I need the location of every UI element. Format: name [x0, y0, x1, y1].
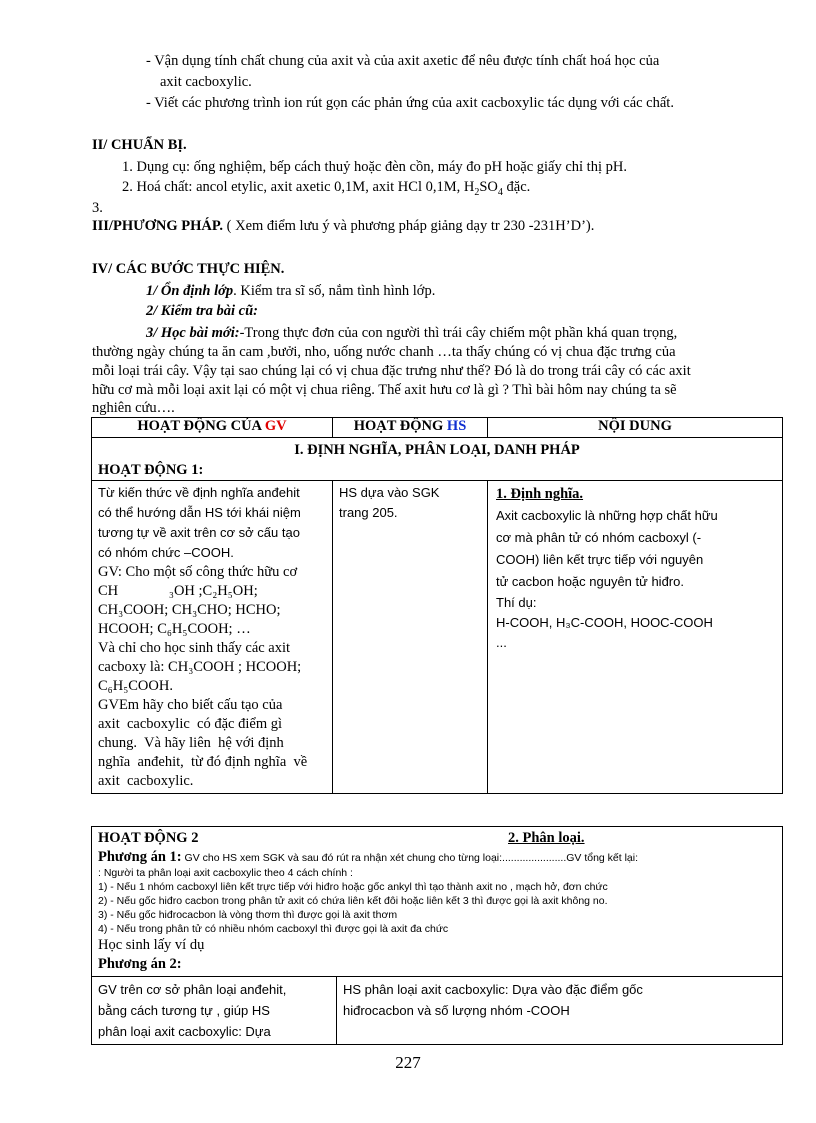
prep-item-3: 3. [92, 200, 103, 216]
gv-line: GVEm hãy cho biết cấu tạo của [98, 697, 283, 713]
option-1: Phương án 1: GV cho HS xem SGK và sau đó rút ra nhận xét chung cho từng loại:......................GV tổng kết lại: [98, 849, 639, 865]
gv-line: HCOOH; C₆H₅COOH; … [98, 621, 251, 637]
hs-line: trang 205. [339, 505, 398, 520]
header-gv: HOẠT ĐỘNG CỦA GV [92, 418, 333, 438]
content-line: COOH) liên kết trực tiếp với nguyên [496, 552, 704, 567]
hs-classification-cell [337, 977, 783, 1045]
content-line: Axit cacboxylic là những hợp chất hữu [496, 508, 718, 523]
hs-activity-cell [333, 481, 488, 794]
activity-table-1 [91, 417, 783, 794]
gv-line: CH₃COOH; CH₃CHO; HCHO; [98, 602, 281, 618]
gv-line: phân loại axit cacboxylic: Dựa [98, 1024, 271, 1039]
header-content: NỘI DUNG [488, 418, 783, 438]
gv-line: CH ₃OH ;C₂H₅OH; [98, 583, 258, 599]
hs-line: hiđrocacbon và số lượng nhóm -COOH [343, 1003, 570, 1018]
step-3: 3/ Học bài mới:-Trong thực đơn của con người thì trái cây chiếm một phần khá quan trọng, [146, 325, 678, 341]
classification-title: 2. Phân loại. [508, 830, 585, 846]
objective-line-3: - Viết các phương trình ion rút gọn các phản ứng của axit cacboxylic tác dụng với các chất. [146, 95, 674, 111]
step-2: 2/ Kiểm tra bài cũ: [146, 303, 258, 319]
activity-2-label: HOẠT ĐỘNG 2 [98, 830, 199, 846]
intro-line-5: nghiên cứu…. [92, 400, 175, 416]
section-title: I. ĐỊNH NGHĨA, PHÂN LOẠI, DANH PHÁP [294, 442, 580, 458]
content-line: ... [496, 635, 507, 650]
classification-line: 4) - Nếu trong phân tử có nhiều nhóm cacboxyl thì được gọi là axit đa chức [98, 923, 449, 935]
content-line: tử cacbon hoặc nguyên tử hiđro. [496, 574, 684, 589]
content-cell [488, 481, 783, 794]
gv-line: GV: Cho một số công thức hữu cơ [98, 564, 298, 580]
gv-line: bằng cách tương tự , giúp HS [98, 1003, 270, 1018]
intro-line-4: hữu cơ mà mỗi loại axit lại có một vị chua riêng. Thế axit hưu cơ là gì ? Thì bài hôm nay chúng ta sẽ [92, 382, 677, 398]
gv-classification-cell [92, 977, 337, 1045]
activity-1-label: HOẠT ĐỘNG 1: [98, 462, 204, 478]
gv-line: Từ kiến thức về định nghĩa anđehit [98, 485, 300, 500]
student-example: Học sinh lấy ví dụ [98, 937, 205, 953]
gv-line: C₆H₅COOH. [98, 678, 173, 694]
classification-line: 2) - Nếu gốc hiđro cacbon trong phân tử axit có chứa liên kết đôi hoặc liên kết 3 thì được gọi là axit không no. [98, 895, 608, 907]
gv-activity-cell [92, 481, 333, 794]
section-title-row [92, 438, 783, 481]
hs-line: HS dựa vào SGK [339, 485, 440, 500]
intro-line-2: thường ngày chúng ta ăn cam ,bưởi, nho, uống nước chanh …ta thấy chúng có vị chua đặc trưng của [92, 344, 676, 360]
gv-line: cacboxy là: CH₃COOH ; HCOOH; [98, 659, 302, 675]
hs-line: HS phân loại axit cacboxylic: Dựa vào đặc điểm gốc [343, 982, 643, 997]
gv-line: nghĩa anđehit, từ đó định nghĩa về [98, 754, 308, 770]
activity-table-2 [91, 826, 783, 1045]
gv-line: có thể hướng dẫn HS tới khái niệm [98, 505, 301, 520]
section-3: III/PHƯƠNG PHÁP. ( Xem điểm lưu ý và phương pháp giảng dạy tr 230 -231H’D’). [92, 218, 595, 234]
classification-line: : Người ta phân loại axit cacboxylic theo 4 cách chính : [98, 867, 353, 879]
objective-line-1: - Vận dụng tính chất chung của axit và của axit axetic để nêu được tính chất hoá học của [146, 53, 660, 69]
option-2-label: Phương án 2: [98, 956, 182, 972]
classification-line: 3) - Nếu gốc hiđrocacbon là vòng thơm thì được gọi là axit thơm [98, 909, 398, 921]
step-1: 1/ Ổn định lớp. Kiểm tra sĩ số, nắm tình hình lớp. [146, 283, 436, 299]
gv-line: chung. Và hãy liên hệ với định [98, 735, 284, 751]
content-line: H-COOH, H₃C-COOH, HOOC-COOH [496, 615, 713, 630]
gv-line: tương tự về axit trên cơ sở cấu tạo [98, 525, 300, 540]
classification-line: 1) - Nếu 1 nhóm cacboxyl liên kết trực tiếp với hiđro hoặc gốc ankyl thì tạo thành axit no , mạch hở, đơn chức [98, 881, 608, 893]
section-2-heading: II/ CHUẨN BỊ. [92, 137, 187, 153]
page-number: 227 [395, 1053, 421, 1072]
prep-item-1: 1. Dụng cụ: ống nghiệm, bếp cách thuỷ hoặc đèn cồn, máy đo pH hoặc giấy chỉ thị pH. [122, 159, 627, 175]
gv-line: Và chỉ cho học sinh thấy các axit [98, 640, 291, 656]
content-line: cơ mà phân tử có nhóm cacboxyl (- [496, 530, 702, 545]
section-4-heading: IV/ CÁC BƯỚC THỰC HIỆN. [92, 261, 285, 277]
gv-line: GV trên cơ sở phân loại anđehit, [98, 982, 287, 997]
header-hs: HOẠT ĐỘNG HS [333, 418, 488, 438]
objective-line-2: axit cacboxylic. [160, 74, 252, 90]
gv-line: axit cacboxylic có đặc điểm gì [98, 716, 282, 732]
activity-2-header-cell [92, 827, 783, 977]
content-line: Thí dụ: [496, 595, 537, 610]
gv-line: axit cacboxylic. [98, 773, 194, 789]
intro-line-3: mỗi loại trái cây. Vậy tại sao chúng lại có vị chua đặc trưng như thế? Đó là do trong trái cây có các axit [92, 363, 691, 379]
content-title: 1. Định nghĩa. [496, 486, 584, 502]
gv-line: có nhóm chức –COOH. [98, 545, 234, 560]
prep-item-2: 2. Hoá chất: ancol etylic, axit axetic 0,1M, axit HCl 0,1M, $H_2SO_4$ đặc. [122, 179, 531, 198]
